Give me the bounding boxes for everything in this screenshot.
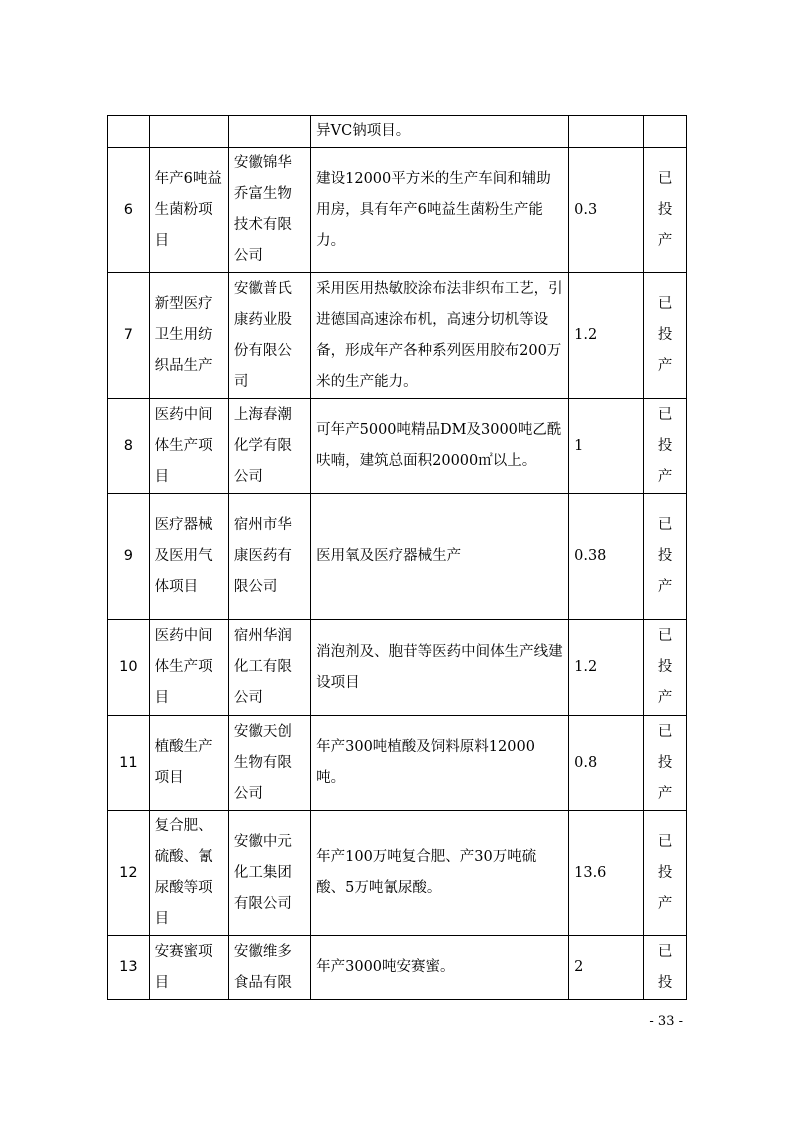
project-table-body bbox=[108, 116, 687, 1000]
row-number: 9 bbox=[108, 494, 150, 620]
project-content: 可年产5000吨精品DM及3000吨乙酰呋喃，建筑总面积20000㎡以上。 bbox=[311, 399, 569, 494]
project-content: 年产100万吨复合肥、产30万吨硫酸、5万吨氰尿酸。 bbox=[311, 811, 569, 936]
project-status: 已 投 产 bbox=[644, 620, 687, 716]
project-status: 已 投 产 bbox=[644, 811, 687, 936]
project-name: 医疗器械及医用气体项目 bbox=[149, 494, 228, 620]
row-number bbox=[108, 116, 150, 148]
project-status bbox=[644, 116, 687, 148]
row-number: 12 bbox=[108, 811, 150, 936]
table-row bbox=[108, 273, 687, 399]
project-name: 年产6吨益生菌粉项目 bbox=[149, 148, 228, 273]
table-row bbox=[108, 116, 687, 148]
investment-value: 1.2 bbox=[569, 273, 644, 399]
project-table bbox=[107, 115, 687, 1000]
table-row bbox=[108, 936, 687, 1000]
project-status: 已 投 产 bbox=[644, 494, 687, 620]
company-name: 安徽普氏康药业股份有限公司 bbox=[228, 273, 310, 399]
project-name: 医药中间体生产项目 bbox=[149, 399, 228, 494]
row-number: 6 bbox=[108, 148, 150, 273]
project-status: 已 投 bbox=[644, 936, 687, 1000]
table-row bbox=[108, 620, 687, 716]
project-status: 已 投 产 bbox=[644, 399, 687, 494]
project-status: 已 投 产 bbox=[644, 273, 687, 399]
company-name: 宿州华润化工有限公司 bbox=[228, 620, 310, 716]
company-name: 安徽天创生物有限公司 bbox=[228, 716, 310, 811]
investment-value bbox=[569, 116, 644, 148]
table-row bbox=[108, 811, 687, 936]
company-name: 安徽锦华乔富生物技术有限公司 bbox=[228, 148, 310, 273]
project-content: 建设12000平方米的生产车间和辅助用房，具有年产6吨益生菌粉生产能力。 bbox=[311, 148, 569, 273]
project-name: 新型医疗卫生用纺织品生产 bbox=[149, 273, 228, 399]
table-row bbox=[108, 148, 687, 273]
row-number: 13 bbox=[108, 936, 150, 1000]
investment-value: 1 bbox=[569, 399, 644, 494]
project-status: 已 投 产 bbox=[644, 716, 687, 811]
investment-value: 0.3 bbox=[569, 148, 644, 273]
page-number: - 33 - bbox=[649, 1014, 683, 1029]
project-name bbox=[149, 116, 228, 148]
project-content: 采用医用热敏胶涂布法非织布工艺，引进德国高速涂布机，高速分切机等设备，形成年产各种系列医用胶布200万米的生产能力。 bbox=[311, 273, 569, 399]
table-row bbox=[108, 494, 687, 620]
investment-value: 13.6 bbox=[569, 811, 644, 936]
project-name: 植酸生产项目 bbox=[149, 716, 228, 811]
project-content: 医用氧及医疗器械生产 bbox=[311, 494, 569, 620]
investment-value: 0.38 bbox=[569, 494, 644, 620]
investment-value: 0.8 bbox=[569, 716, 644, 811]
project-content: 年产300吨植酸及饲料原料12000吨。 bbox=[311, 716, 569, 811]
company-name: 安徽中元化工集团有限公司 bbox=[228, 811, 310, 936]
project-content: 异VC钠项目。 bbox=[311, 116, 569, 148]
company-name: 安徽维多食品有限 bbox=[228, 936, 310, 1000]
investment-value: 2 bbox=[569, 936, 644, 1000]
project-name: 安赛蜜项目 bbox=[149, 936, 228, 1000]
project-content: 年产3000吨安赛蜜。 bbox=[311, 936, 569, 1000]
project-status: 已 投 产 bbox=[644, 148, 687, 273]
project-name: 医药中间体生产项目 bbox=[149, 620, 228, 716]
company-name: 宿州市华康医药有限公司 bbox=[228, 494, 310, 620]
row-number: 10 bbox=[108, 620, 150, 716]
investment-value: 1.2 bbox=[569, 620, 644, 716]
table-row bbox=[108, 399, 687, 494]
company-name bbox=[228, 116, 310, 148]
row-number: 11 bbox=[108, 716, 150, 811]
project-content: 消泡剂及、胞苷等医药中间体生产线建设项目 bbox=[311, 620, 569, 716]
row-number: 8 bbox=[108, 399, 150, 494]
table-row bbox=[108, 716, 687, 811]
row-number: 7 bbox=[108, 273, 150, 399]
company-name: 上海春潮化学有限公司 bbox=[228, 399, 310, 494]
project-name: 复合肥、硫酸、氰尿酸等项目 bbox=[149, 811, 228, 936]
